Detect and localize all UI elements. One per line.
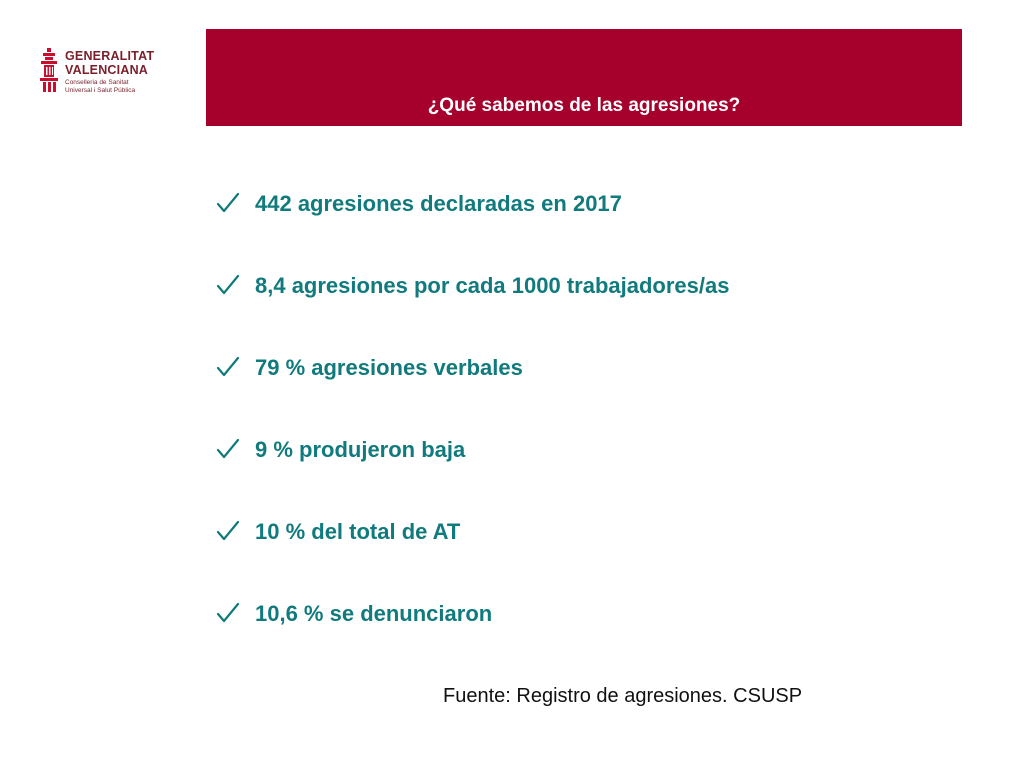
bullet-text: 442 agresiones declaradas en 2017 bbox=[255, 191, 622, 216]
check-icon bbox=[216, 438, 240, 460]
bullet-item bbox=[216, 516, 729, 598]
bullet-text: 10,6 % se denunciaron bbox=[255, 601, 493, 626]
bullet-text: 79 % agresiones verbales bbox=[255, 355, 523, 380]
bullet-text: 9 % produjeron baja bbox=[255, 437, 466, 462]
bullet-item bbox=[216, 352, 729, 434]
check-icon bbox=[216, 274, 240, 296]
check-icon bbox=[216, 192, 240, 214]
check-icon bbox=[216, 520, 240, 542]
bullet-list bbox=[216, 188, 729, 680]
check-icon bbox=[216, 602, 240, 624]
logo-text-line2: VALENCIANA bbox=[65, 63, 149, 77]
logo-text-line4: Universal i Salut Pública bbox=[65, 87, 136, 94]
check-icon bbox=[216, 356, 240, 378]
slide-title: ¿Qué sabemos de las agresiones? bbox=[427, 95, 741, 116]
source-note: Fuente: Registro de agresiones. CSUSP bbox=[443, 685, 803, 707]
logo-text-line3: Conselleria de Sanitat bbox=[65, 79, 129, 86]
bullet-text: 10 % del total de AT bbox=[255, 519, 461, 544]
logo-text-line1: GENERALITAT bbox=[65, 49, 155, 63]
bullet-item bbox=[216, 434, 729, 516]
bullet-item bbox=[216, 188, 729, 270]
generalitat-crest-icon bbox=[38, 48, 60, 96]
bullet-item bbox=[216, 270, 729, 352]
bullet-text: 8,4 agresiones por cada 1000 trabajadores/as bbox=[255, 273, 730, 298]
generalitat-logo bbox=[38, 46, 188, 106]
title-banner bbox=[206, 29, 962, 126]
bullet-item bbox=[216, 598, 729, 680]
